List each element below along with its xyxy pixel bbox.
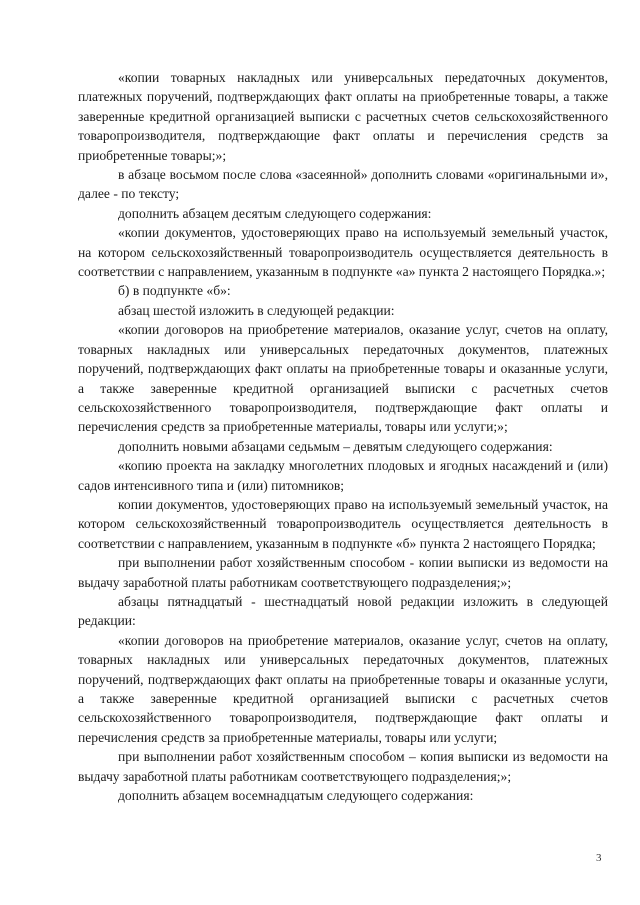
paragraph-2: в абзаце восьмом после слова «засеянной» дополнить словами «оригинальными и», далее - по тексту;: [78, 167, 608, 202]
paragraph-8: дополнить новыми абзацами седьмым – девятым следующего содержания:: [118, 438, 553, 454]
paragraph-9: «копию проекта на закладку многолетних плодовых и ягодных насаждений и (или) садов интенсивного типа и (или) питомников;: [78, 458, 608, 493]
paragraph-5: б) в подпункте «б»:: [118, 283, 231, 299]
paragraph-15: дополнить абзацем восемнадцатым следующего содержания:: [118, 788, 474, 804]
paragraph-7: «копии договоров на приобретение материалов, оказание услуг, счетов на оплату, товарных накладных или универсальных передаточных документов, платежных поручений, подтверждающих факт оплаты на приобретенные товары и оказанные услуги, а также заверенные кредитной организацией выписки с расчетных счетов сельскохозяйственного товаропроизводителя, подтверждающие факт оплаты и перечисления средств за приобретенные материалы, товары или услуги;»;: [78, 322, 608, 435]
paragraph-6: абзац шестой изложить в следующей редакции:: [118, 302, 395, 318]
paragraph-4: «копии документов, удостоверяющих право на используемый земельный участок, на котором сельскохозяйственный товаропроизводитель осуществляется деятельность в соответствии с направлением, указанным в подпункте «а» пункта 2 настоящего Порядка.»;: [78, 225, 608, 280]
paragraph-11: при выполнении работ хозяйственным способом - копии выписки из ведомости на выдачу заработной платы работникам соответствующего подразделения;»;: [78, 555, 608, 590]
paragraph-1: «копии товарных накладных или универсальных передаточных документов, платежных поручений, подтверждающих факт оплаты на приобретенные товары, а также заверенные кредитной организацией выписки с расчетных счетов сельскохозяйственного товаропроизводителя, подтверждающие факт оплаты и перечисления средств за приобретенные товары;»;: [78, 70, 608, 163]
page-number: 3: [596, 852, 602, 864]
paragraph-14: при выполнении работ хозяйственным способом – копия выписки из ведомости на выдачу заработной платы работникам соответствующего подразделения;»;: [78, 749, 608, 784]
paragraph-12: абзацы пятнадцатый - шестнадцатый новой редакции изложить в следующей редакции:: [78, 593, 608, 629]
document-body: [78, 68, 608, 805]
paragraph-10: копии документов, удостоверяющих право на используемый земельный участок, на котором сельскохозяйственный товаропроизводитель осуществляется деятельность в соответствии с направлением, указанным в подпункте «б» пункта 2 настоящего Порядка;: [78, 496, 608, 551]
paragraph-13: «копии договоров на приобретение материалов, оказание услуг, счетов на оплату, товарных накладных или универсальных передаточных документов, платежных поручений, подтверждающих факт оплаты на приобретенные товары и оказанные услуги, а также заверенные кредитной организацией выписки с расчетных счетов сельскохозяйственного товаропроизводителя, подтверждающие факт оплаты и перечисления средств за приобретенные материалы, товары или услуги;: [78, 632, 608, 745]
paragraph-3: дополнить абзацем десятым следующего содержания:: [118, 205, 432, 221]
